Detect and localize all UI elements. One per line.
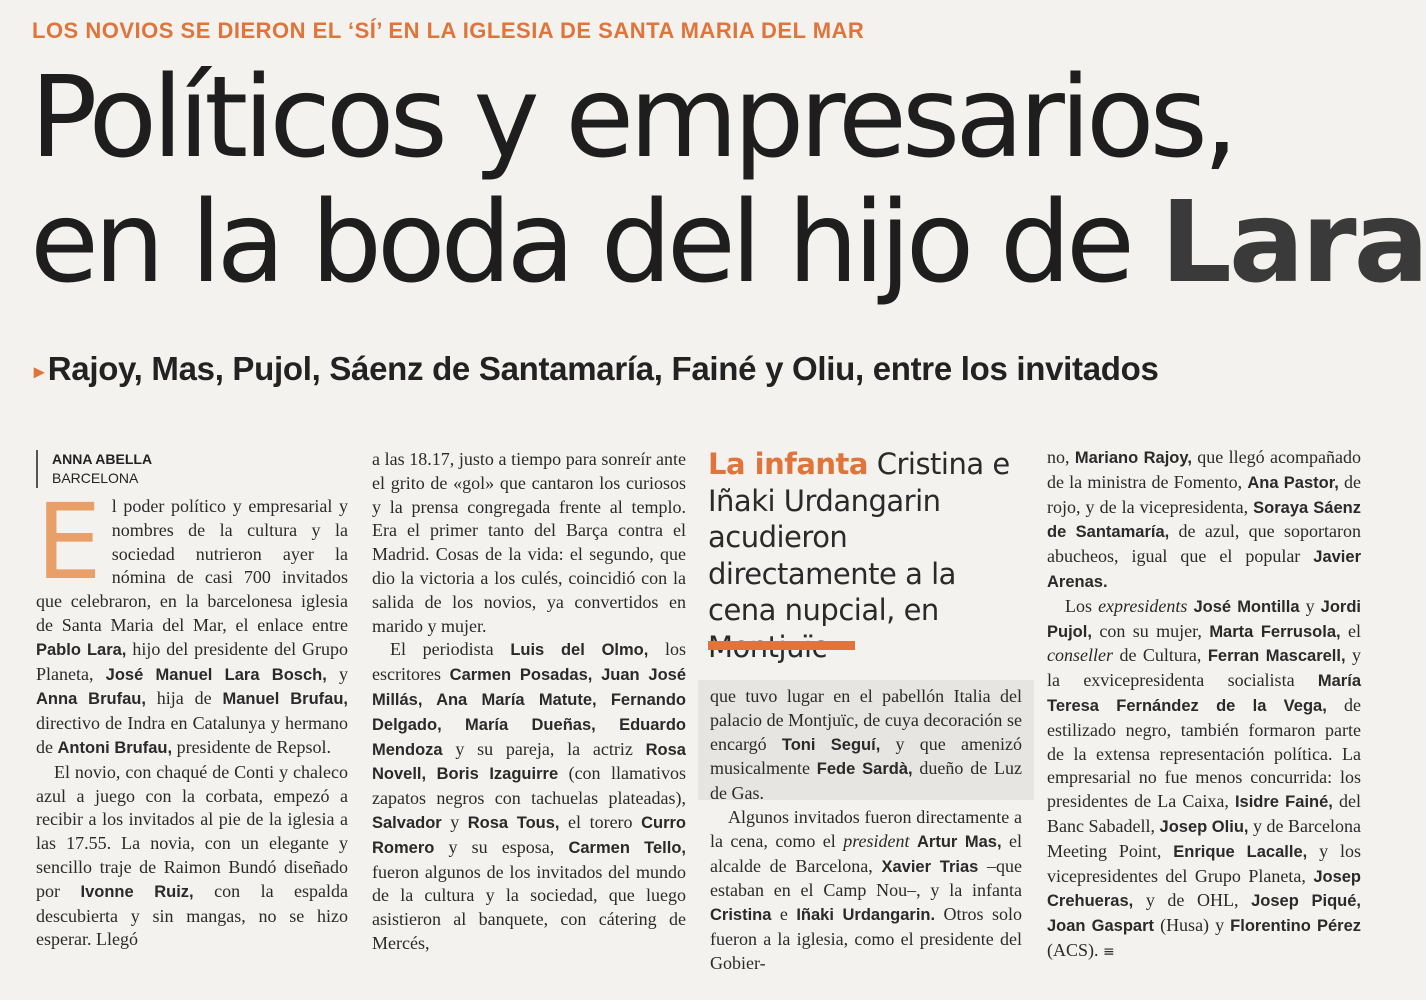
bold-name: Cristina [710,906,772,925]
bold-name: Salvador [372,813,442,832]
text-run: Algunos invitados fueron directamente a la cena, como el [710,806,1022,851]
text-run: El periodista [390,639,511,660]
bold-name: María Teresa Fernández de la Vega, [1047,672,1361,715]
text-run: hijo del presidente del Grupo Planeta, [36,638,348,684]
bold-name: Ana Pastor, [1247,473,1339,492]
bold-name: Florentino Pérez [1230,917,1361,936]
text-run: (Husa) y [1154,915,1231,936]
text-run: que tuvo lugar en el pabellón Italia del palacio de Montjuïc, de cuya decoración se encargó [710,686,1022,754]
bold-name: Manuel Brufau, [222,690,348,709]
byline-author: ANNA ABELLA [52,451,153,467]
text-run: dueño de Luz de Gas. [710,758,1022,804]
article-column-1 [36,481,349,952]
article-column-3 [710,685,1022,976]
text-run: y la exvicepresidenta socialista [1047,645,1362,691]
text-run: fueron algunos de los invitados del mundo de la cultura y la sociedad, que luego asistieron al banquete, con cátering de Mercés, [372,861,686,953]
article-paragraph-text [1047,596,1361,960]
bold-name: Josep Crehueras, [1047,867,1361,911]
text-run: (con llamativos zapatos negros con tachuelas plateadas), [372,763,686,809]
text-run: de azul, que soportaron abucheos, igual que el popular [1047,521,1361,567]
text-run: y [441,811,468,832]
arrow-icon: ▸ [34,360,44,383]
article-paragraph [710,806,1022,976]
bold-name: Isidre Fainé, [1234,793,1333,812]
bold-name: Anna Brufau, [36,690,146,709]
text-run: el torero [559,811,642,832]
text-run: el [1340,620,1361,641]
article-paragraph [1047,595,1361,965]
article-column-2 [372,448,686,956]
text-run: y [326,663,348,684]
bold-name: Mariano Rajoy, [1074,449,1192,467]
text-run: y [1299,595,1321,616]
text-run: Otros solo fueron a la iglesia, como el presidente del Gobier- [710,904,1022,973]
pull-quote-lead: La infanta [708,447,868,481]
text-run: de estilizado negro, también formaron parte de la extensa representación política. La empresarial no fue menos concurrida: los presidentes de La Caixa, [1047,694,1361,812]
bold-name: Toni Seguí, [781,735,881,754]
article-paragraph [1047,446,1361,595]
italic-term: president [843,830,910,851]
text-run: l poder político y empresarial y nombres de la cultura y la sociedad nutrieron ayer la nómina de casi 700 invitados que celebraron, en la barcelonesa iglesia de Santa Maria del Mar, el enlace entre [36,496,348,635]
byline-location: BARCELONA [52,470,139,486]
text-run [910,831,917,851]
bold-name: Iñaki Urdangarin. [796,906,936,925]
text-run: –que estaban en el Camp Nou–, y la infanta [710,855,1022,901]
bold-name: Xavier Trias [881,857,979,876]
text-run: Los [1065,595,1099,616]
text-run: e [771,904,797,925]
headline-line-2 [30,178,1426,308]
end-mark-icon: ≡ [1103,943,1115,960]
bold-name: Artur Mas, [917,832,1002,851]
subheadline [34,350,1159,388]
text-run: que llegó acompañado de la ministra de Fomento, [1047,447,1362,492]
headline-line-1: Políticos y empresarios, [30,53,1234,183]
drop-cap: E [36,481,102,603]
italic-term: conseller [1047,645,1113,666]
pull-quote-accent-bar [708,641,855,650]
bold-name: Ivonne Ruiz, [80,882,194,901]
text-run: directivo de Indra en Catalunya y hermano de [36,713,348,757]
pull-quote [708,446,1028,665]
bold-name: Curro Romero [372,813,686,857]
text-run: y de Barcelona Meeting Point, [1047,815,1362,861]
text-run: no, [1047,447,1075,467]
bold-name: Josep Piqué, Joan Gaspart [1047,892,1362,936]
headline-line-2-bold: Lara [1160,178,1426,308]
bold-name: Carmen Tello, [568,838,686,857]
text-run: y su esposa, [434,836,569,857]
bold-name: Josep Oliu, [1159,817,1249,836]
bold-name: Soraya Sáenz de Santamaría, [1047,498,1361,542]
bold-name: Jordi Pujol, [1047,597,1361,641]
bold-name: Rosa Novell, Boris Izaguirre [372,740,686,784]
pull-quote-text: Cristina e Iñaki Urdangarin acudieron directamente a la cena nupcial, en [708,447,1010,627]
text-run: del Banc Sabadell, [1047,791,1361,836]
bold-name: Fede Sardà, [816,760,913,779]
bold-name: Marta Ferrusola, [1209,622,1341,641]
headline [30,53,1426,308]
bold-name: Carmen Posadas, Juan José Millás, Ana María Matute, Fernando Delgado, María Dueñas, Eduardo Mendoza [372,666,687,759]
text-run: con su mujer, [1091,620,1210,641]
bold-name: José Manuel Lara Bosch, [105,665,327,684]
bold-name: Javier Arenas. [1047,548,1361,591]
bold-name: Antoni Brufau, [57,738,173,757]
text-run: hija de [145,688,223,709]
bold-name: Ferran Mascarell, [1207,647,1346,666]
article-paragraph [36,761,348,952]
bold-name: Rosa Tous, [467,813,560,832]
text-run: presidente de Repsol. [172,736,332,757]
text-run: y su pareja, la actriz [442,738,646,759]
text-run: de Cultura, [1112,645,1208,666]
text-run: El novio, con chaqué de Conti y chaleco azul a juego con la corbata, empezó a recibir a los invitados al pie de la iglesia a las 17.55. La novia, con un elegante y sencillo traje de Raimon Bundó diseñado por [36,761,348,901]
headline-line-2-plain: en la boda del hijo de [30,178,1161,308]
bold-name: Luis del Olmo, [510,641,649,660]
text-run: los escritores [372,639,686,685]
text-run: y los vicepresidentes del Grupo Planeta, [1047,840,1361,886]
bold-name: Pablo Lara, [36,640,127,659]
article-paragraph [372,448,686,638]
bold-name: José Montilla [1193,597,1300,616]
subheadline-text: Rajoy, Mas, Pujol, Sáenz de Santamaría, Fainé y Oliu, entre los invitados [47,350,1159,387]
bold-name: Enrique Lacalle, [1173,842,1308,861]
text-run: de rojo, y de la vicepresidenta, [1047,471,1361,517]
text-run: el alcalde de Barcelona, [710,830,1022,876]
text-run: (ACS). [1047,939,1099,960]
text-run: y de OHL, [1133,890,1252,911]
kicker: LOS NOVIOS SE DIERON EL ‘SÍ’ EN LA IGLESIA DE SANTA MARIA DEL MAR [32,18,865,43]
text-run: a las 18.17, justo a tiempo para sonreír ante el grito de «gol» que cantaron los curiosos y la prensa congregada frente al templo. Era el primer tanto del Barça contra el Madrid. Cosas de la vida: el segundo, que dio la victoria a los culés, coincidió con la salida de los novios, ya convertidos en marido y mujer. [372,449,686,636]
article-paragraph [372,638,686,955]
italic-term: expresidents [1098,595,1188,616]
text-run: y que amenizó musicalmente [710,733,1022,779]
article-column-4 [1047,446,1361,965]
article-paragraph [710,685,1022,806]
text-run: con la espalda descubierta y sin mangas, no se hizo esperar. Llegó [36,880,349,950]
